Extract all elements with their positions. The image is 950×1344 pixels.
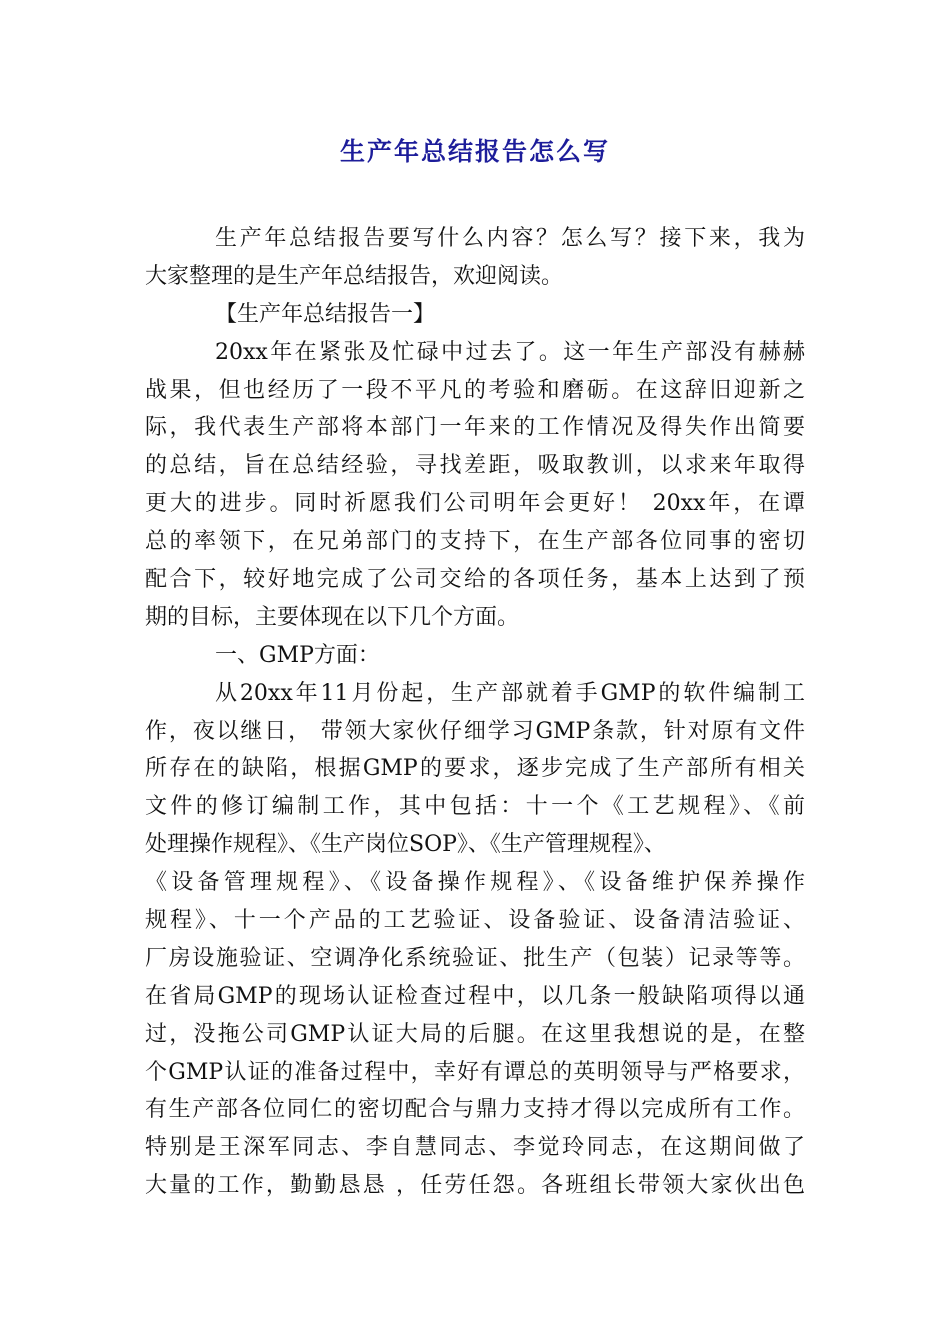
paragraph-line: 规程》、十一个产品的工艺验证、设备验证、设备清洁验证、	[145, 908, 805, 934]
paragraph-line: 际，我代表生产部将本部门一年来的工作情况及得失作出简要	[145, 415, 805, 441]
paragraph-line: 厂房设施验证、空调净化系统验证、批生产（包装）记录等等。	[145, 945, 805, 971]
paragraph-line: 所存在的缺陷，根据GMP的要求，逐步完成了生产部所有相关	[145, 756, 805, 782]
section-heading: 一、GMP方面：	[215, 642, 380, 668]
paragraph-line: 大量的工作，勤勤恳恳 ，任劳任怨。各班组长带领大家伙出色	[145, 1173, 805, 1199]
paragraph-line: 过，没拖公司GMP认证大局的后腿。在这里我想说的是，在整	[145, 1021, 805, 1047]
paragraph-line: 特别是王深军同志、李自慧同志、李觉玲同志，在这期间做了	[145, 1135, 805, 1161]
paragraph-line: 20xx年在紧张及忙碌中过去了。这一年生产部没有赫赫	[215, 339, 805, 365]
document-title: 生产年总结报告怎么写	[339, 137, 610, 166]
section-heading: 【生产年总结报告一】	[215, 301, 436, 327]
paragraph-line: 总的率领下，在兄弟部门的支持下，在生产部各位同事的密切	[145, 529, 805, 555]
paragraph-line: 作，夜以继日， 带领大家伙仔细学习GMP条款，针对原有文件	[145, 718, 805, 744]
paragraph-line: 配合下，较好地完成了公司交给的各项任务，基本上达到了预	[145, 567, 805, 593]
paragraph-line: 从20xx年11月份起，生产部就着手GMP的软件编制工	[215, 680, 805, 706]
paragraph-line: 期的目标，主要体现在以下几个方面。	[145, 604, 520, 630]
paragraph-line: 更大的进步。同时祈愿我们公司明年会更好！ 20xx年，在谭	[145, 491, 805, 517]
paragraph-line: 个GMP认证的准备过程中，幸好有谭总的英明领导与严格要求，	[145, 1059, 805, 1085]
paragraph-line: 文件的修订编制工作，其中包括：十一个《工艺规程》、《前	[145, 794, 805, 820]
paragraph-line: 大家整理的是生产年总结报告，欢迎阅读。	[145, 263, 564, 289]
paragraph-line: 战果，但也经历了一段不平凡的考验和磨砺。在这辞旧迎新之	[145, 377, 805, 403]
paragraph-line: 在省局GMP的现场认证检查过程中，以几条一般缺陷项得以通	[145, 983, 805, 1009]
paragraph-line: 有生产部各位同仁的密切配合与鼎力支持才得以完成所有工作。	[145, 1097, 805, 1123]
document-body	[145, 220, 805, 1205]
paragraph-line: 《设备管理规程》、《设备操作规程》、《设备维护保养操作	[145, 870, 805, 896]
paragraph-line: 处理操作规程》、《生产岗位SOP》、《生产管理规程》、	[145, 832, 666, 858]
paragraph-line: 的总结，旨在总结经验，寻找差距，吸取教训，以求来年取得	[145, 453, 805, 479]
paragraph-line: 生产年总结报告要写什么内容？怎么写？接下来，我为	[215, 226, 805, 251]
